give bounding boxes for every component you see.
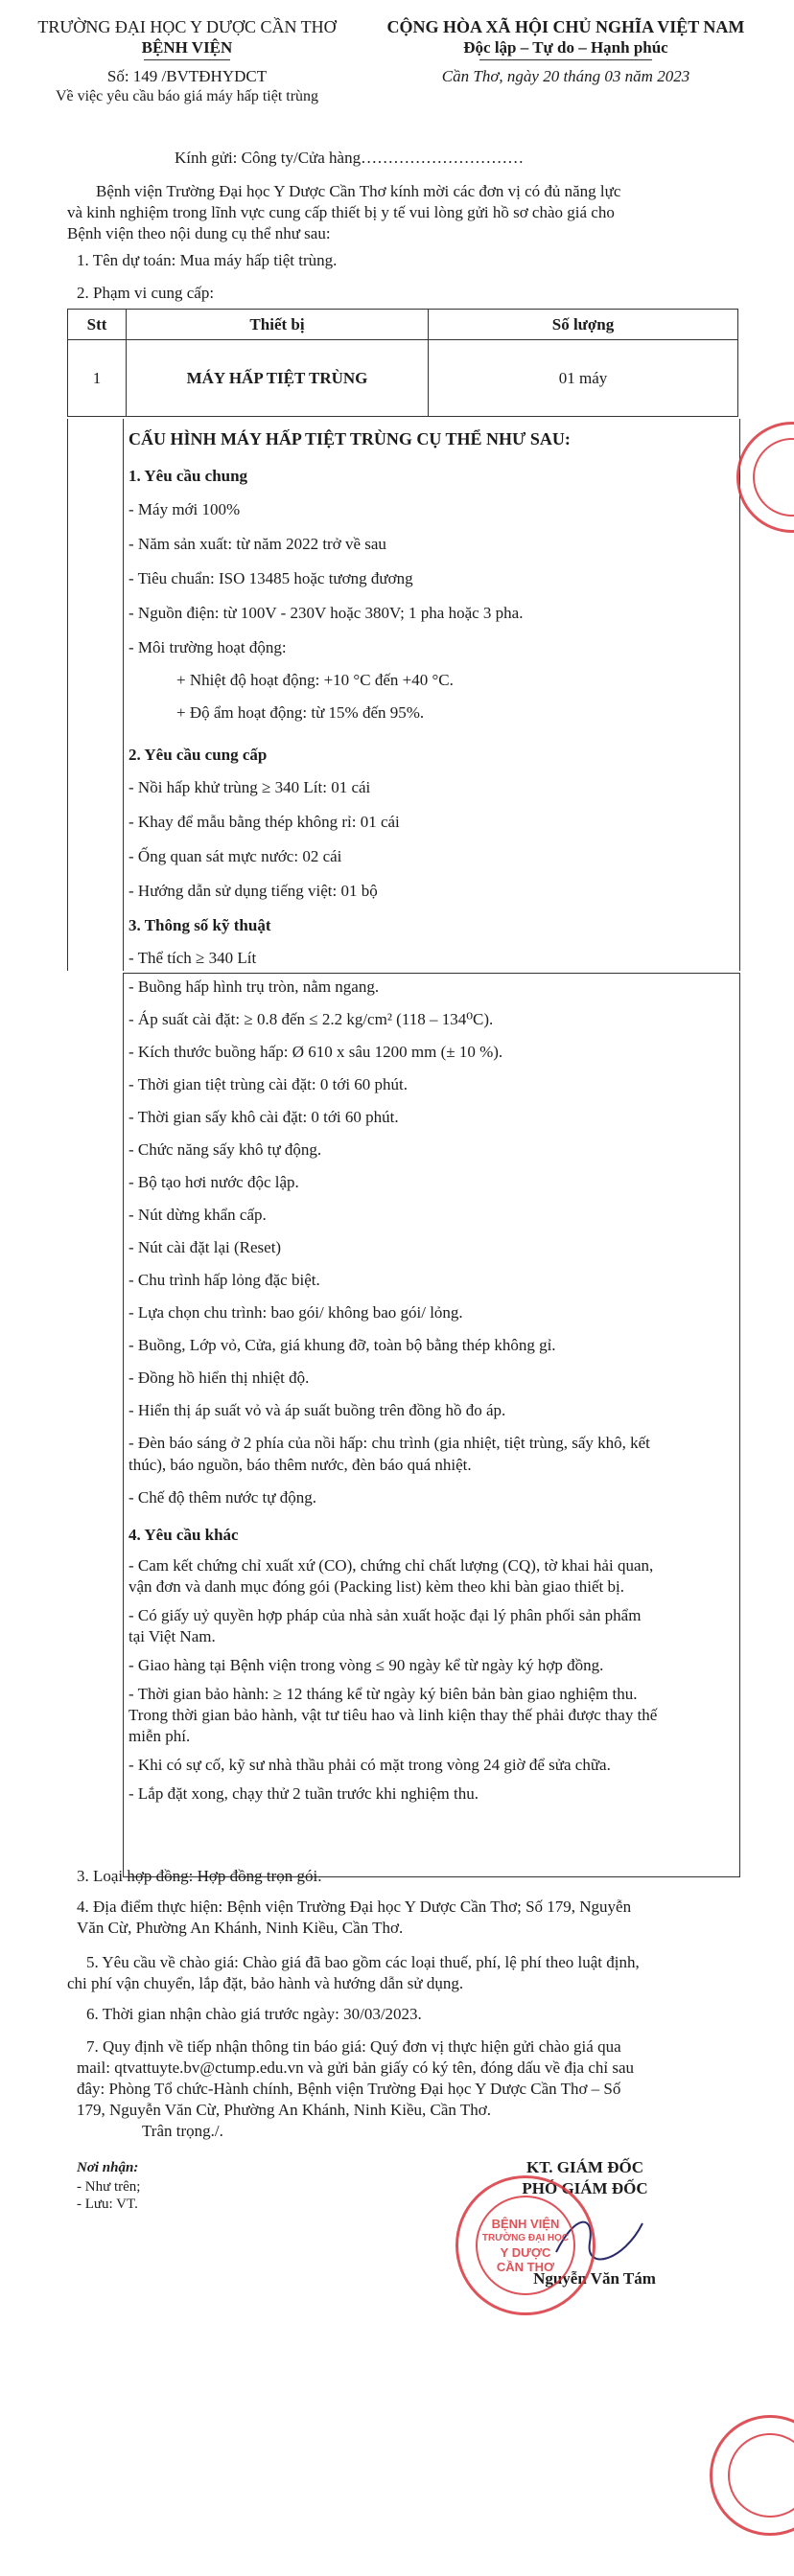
spec-item: - Lựa chọn chu trình: bao gói/ không bao gói/ lỏng. [128,1303,463,1322]
signature-name: Nguyễn Văn Tám [533,2269,656,2288]
spec-item: - Buồng, Lớp vỏ, Cửa, giá khung đỡ, toàn bộ bằng thép không gỉ. [128,1336,556,1354]
spec-item: - Kích thước buồng hấp: Ø 610 x sâu 1200 mm (± 10 %). [128,1043,503,1061]
item-1: 1. Tên dự toán: Mua máy hấp tiệt trùng. [77,251,338,269]
spec-subitem: + Nhiệt độ hoạt động: +10 °C đến +40 °C. [176,671,454,689]
item-7-cont: mail: qtvattuyte.bv@ctump.edu.vn và gửi bản giấy có ký tên, đóng dấu về địa chỉ sau [77,2058,635,2077]
spec-item: - Ống quan sát mực nước: 02 cái [128,847,342,865]
item-5-cont: chi phí vận chuyển, lắp đặt, bảo hành và hướng dẫn sử dụng. [67,1974,464,1992]
stamp-text: BỆNH VIỆN [491,2217,560,2231]
spec-item: - Nguồn điện: từ 100V - 230V hoặc 380V; 1 pha hoặc 3 pha. [128,604,524,622]
spec-item: - Khi có sự cố, kỹ sư nhà thầu phải có mặt trong vòng 24 giờ để sửa chữa. [128,1756,611,1774]
table-cell: 01 máy [429,340,738,417]
stamp-text: CẦN THƠ [496,2260,555,2274]
spec-item: - Cam kết chứng chỉ xuất xứ (CO), chứng chỉ chất lượng (CQ), tờ khai hải quan, [128,1556,654,1575]
signature-kt: KT. GIÁM ĐỐC [526,2158,643,2176]
spec-subitem: + Độ ẩm hoạt động: từ 15% đến 95%. [176,703,425,722]
closing: Trân trọng./. [142,2122,223,2140]
section-title: 1. Yêu cầu chung [128,467,248,485]
stamp-text: Y DƯỢC [500,2245,551,2260]
spec-item: - Chế độ thêm nước tự động. [128,1488,316,1506]
intro-line: và kinh nghiệm trong lĩnh vực cung cấp thiết bị y tế vui lòng gửi hồ sơ chào giá cho [67,203,615,221]
spec-item: - Lắp đặt xong, chạy thử 2 tuần trước khi nghiệm thu. [128,1784,479,1803]
item-3: 3. Loại hợp đồng: Hợp đồng trọn gói. [77,1867,322,1885]
spec-item: - Đồng hồ hiển thị nhiệt độ. [128,1368,310,1387]
hospital-name: BỆNH VIỆN [141,38,233,57]
table-header: Số lượng [429,310,738,340]
table-cell: MÁY HẤP TIỆT TRÙNG [127,340,429,417]
spec-item: - Hướng dẫn sử dụng tiếng việt: 01 bộ [128,882,378,900]
university-name: TRƯỜNG ĐẠI HỌC Y DƯỢC CẦN THƠ [37,17,337,36]
edge-stamp-top [736,422,794,533]
item-6: 6. Thời gian nhận chào giá trước ngày: 30/03/2023. [86,2005,422,2023]
spec-item-cont: vận đơn và danh mục đóng gói (Packing list) kèm theo khi bàn giao thiết bị. [128,1577,625,1596]
config-title: CẤU HÌNH MÁY HẤP TIỆT TRÙNG CỤ THỂ NHƯ SAU: [128,429,571,448]
recipients-title: Nơi nhận: [77,2160,139,2175]
recipient: - Như trên; [77,2179,141,2195]
table-cell: 1 [68,340,127,417]
spec-item: - Giao hàng tại Bệnh viện trong vòng ≤ 90 ngày kể từ ngày ký hợp đồng. [128,1656,604,1674]
recipient: - Lưu: VT. [77,2196,138,2212]
spec-item: - Thời gian bảo hành: ≥ 12 tháng kể từ ngày ký biên bản bàn giao nghiệm thu. [128,1685,638,1703]
spec-item-cont: miễn phí. [128,1727,191,1745]
spec-item: - Môi trường hoạt động: [128,638,287,656]
greeting: Kính gửi: Công ty/Cửa hàng………………………… [175,149,525,167]
item-7: 7. Quy định về tiếp nhận thông tin báo giá: Quý đơn vị thực hiện gửi chào giá qua [86,2037,621,2056]
header-underline-right [479,59,652,60]
spec-item-cut [128,949,416,968]
intro-line: Bệnh viện theo nội dung cụ thể như sau: [67,224,331,242]
place-date: Cần Thơ, ngày 20 tháng 03 năm 2023 [441,67,690,85]
document-subject: Về việc yêu cầu báo giá máy hấp tiệt trùng [55,88,319,104]
nation-motto: Độc lập – Tự do – Hạnh phúc [463,38,668,57]
spec-item-cont: Trong thời gian bảo hành, vật tư tiêu hao và linh kiện thay thế phải được thay thế [128,1706,658,1724]
item-2: 2. Phạm vi cung cấp: [77,284,215,302]
spec-item: - Hiển thị áp suất vỏ và áp suất buồng trên đồng hồ đo áp. [128,1401,506,1419]
spec-item: - Thời gian sấy khô cài đặt: 0 tới 60 phút. [128,1108,399,1126]
spec-item-cont: thúc), báo nguồn, báo thêm nước, đèn báo quá nhiệt. [128,1456,472,1474]
spec-item: - Nút dừng khẩn cấp. [128,1206,267,1224]
spec-item: - Máy mới 100% [128,500,241,518]
item-4: 4. Địa điểm thực hiện: Bệnh viện Trường Đại học Y Dược Cần Thơ; Số 179, Nguyễn [77,1898,632,1916]
intro-line: Bệnh viện Trường Đại học Y Dược Cần Thơ kính mời các đơn vị có đủ năng lực [96,182,621,200]
spec-item: - Bộ tạo hơi nước độc lập. [128,1173,299,1191]
spec-item: - Thời gian tiệt trùng cài đặt: 0 tới 60 phút. [128,1075,409,1093]
section-title: 4. Yêu cầu khác [128,1526,239,1544]
stamp-text: TRƯỜNG ĐẠI HỌC [481,2233,570,2243]
item-5: 5. Yêu cầu về chào giá: Chào giá đã bao gồm các loại thuế, phí, lệ phí theo luật định, [86,1953,640,1971]
spec-item: - Nút cài đặt lại (Reset) [128,1238,282,1256]
section-title: 3. Thông số kỹ thuật [128,916,271,934]
edge-stamp-bottom [710,2415,794,2536]
spec-item: - Nồi hấp khử trùng ≥ 340 Lít: 01 cái [128,778,371,796]
item-4-cont: Văn Cừ, Phường An Khánh, Ninh Kiều, Cần Thơ. [77,1919,404,1937]
spec-item: - Khay để mẫu bằng thép không rỉ: 01 cái [128,813,400,831]
spec-item: - Áp suất cài đặt: ≥ 0.8 đến ≤ 2.2 kg/cm² (118 – 134⁰C). [128,1010,494,1028]
signature-role: PHÓ GIÁM ĐỐC [522,2179,648,2197]
spec-item: - Thể tích ≥ 340 Lít [128,949,257,967]
header-underline-left [144,59,230,60]
spec-item: - Đèn báo sáng ở 2 phía của nồi hấp: chu trình (gia nhiệt, tiệt trùng, sấy khô, kết [128,1434,650,1452]
official-stamp [455,2175,596,2315]
item-7-cont: 179, Nguyễn Văn Cừ, Phường An Khánh, Ninh Kiều, Cần Thơ. [77,2101,491,2119]
supply-table [67,309,738,417]
spec-item: - Chức năng sấy khô tự động. [128,1140,322,1159]
section-title: 2. Yêu cầu cung cấp [128,746,268,764]
item-7-cont: đây: Phòng Tổ chức-Hành chính, Bệnh viện Trường Đại học Y Dược Cần Thơ – Số [77,2080,621,2098]
spec-item: - Năm sản xuất: từ năm 2022 trở về sau [128,535,386,553]
spec-item: - Chu trình hấp lỏng đặc biệt. [128,1271,320,1289]
spec-item: - Có giấy uỷ quyền hợp pháp của nhà sản xuất hoặc đại lý phân phối sản phẩm [128,1606,642,1624]
spec-item-cont: tại Việt Nam. [128,1627,216,1645]
table-header: Stt [68,310,127,340]
config-divider [123,419,124,971]
document-number: Số: 149 /BVTĐHYDCT [106,67,268,85]
spec-item: - Buồng hấp hình trụ tròn, nằm ngang. [128,978,380,996]
nation-title: CỘNG HÒA XÃ HỘI CHỦ NGHĨA VIỆT NAM [386,17,745,36]
spec-item: - Tiêu chuẩn: ISO 13485 hoặc tương đương [128,569,413,587]
table-header: Thiết bị [127,310,429,340]
